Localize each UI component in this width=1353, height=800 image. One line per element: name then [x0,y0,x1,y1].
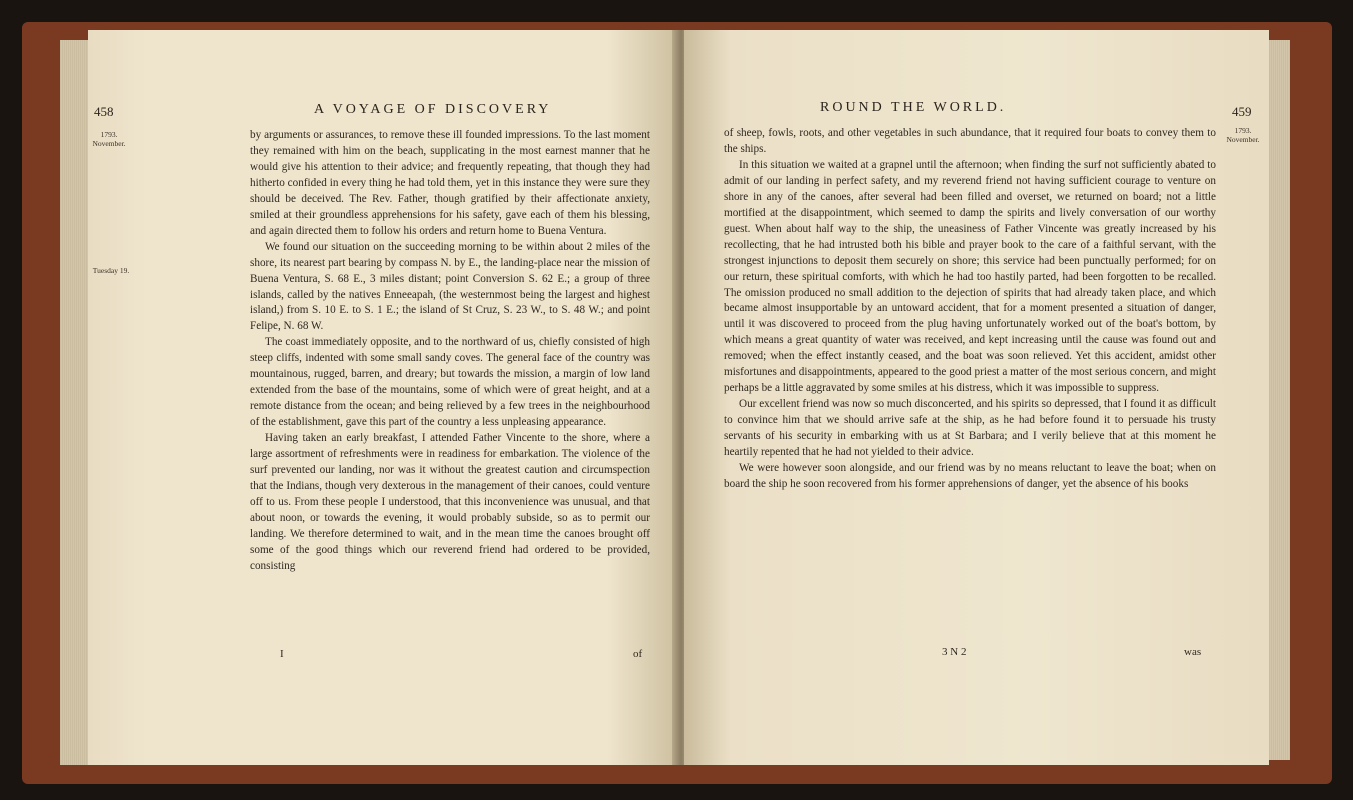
left-body-text [250,128,650,575]
left-margin-date: Tuesday 19. [92,266,130,275]
right-paragraph: Our excellent friend was now so much disconcerted, and his spirits so depressed, that I found it as difficult to convince him that we should arrive safe at the ship, as he had before found it to persuade his trusty servants of his security in embarking with us at St Barbara; and I verily believe that at this moment he heartily repented that he had not yielded to their advice. [724,398,1217,459]
left-page [88,30,678,765]
right-page [684,30,1269,765]
page-edges-left [60,40,90,765]
left-catchword: of [633,648,643,660]
right-catchword: was [1184,646,1202,658]
right-margin-month: November. [1226,135,1260,144]
left-paragraph: by arguments or assurances, to remove these ill founded impressions. To the last moment they remained with him on the beach, supplicating in the most earnest manner that he would give his attention to their advice; and frequently repeating, that though they had hitherto confided in every thing he had told them, yet in this instance they were sure they should be deceived. The Rev. Father, though gratified by their affectionate anxiety, smiled at their groundless apprehensions for his safety, gave each of them his blessing, and again directed them to follow his orders and return home to Buena Ventura. [250,129,650,237]
right-paragraph: We were however soon alongside, and our friend was by no means reluctant to leave the boat; when on board the ship he soon recovered from his former apprehensions of danger, yet the absence of his books [724,462,1216,490]
right-paragraph: of sheep, fowls, roots, and other vegetables in such abundance, that it required four boats to convey them to the ships. [724,127,1216,155]
left-paragraph: Having taken an early breakfast, I attended Father Vincente to the shore, where a large assortment of refreshments were in readiness for embarkation. The violence of the surf prevented our landing, nor was it without the greatest caution and circumspection that the Indians, though very dexterous in the management of their canoes, could venture off to us. From these people I understood, that this inconvenience was unusual, and that about noon, or towards the evening, it would probably subside, so as to permit our landing. We therefore determined to wait, and in the mean time the canoes brought off some of the good things which our reverend friend had ordered to be provided, consisting [250,432,650,572]
right-body-text [724,126,1216,493]
left-running-head: A VOYAGE OF DISCOVERY [314,102,552,117]
right-page-number: 459 [1232,104,1252,119]
page-edges-right [1268,40,1290,760]
right-margin-year: 1793. [1234,126,1252,135]
left-page-number: 458 [94,104,114,119]
left-margin-month: November. [92,139,126,148]
left-paragraph: We found our situation on the succeeding morning to be within about 2 miles of the shore, its nearest part bearing by compass N. by E., the landing-place near the mission of Buena Ventura, S. 68 E., 3 miles distant; point Conversion S. 62 E.; a group of three islands, called by the natives Enneeapah, (the westernmost being the largest and highest island,) from S. 10 E. to S. 1 E.; the island of St Cruz, S. 23 W., to S. 48 W.; and point Felipe, N. 68 W. [250,240,650,333]
right-running-head: ROUND THE WORLD. [820,100,1007,115]
right-paragraph: In this situation we waited at a grapnel until the afternoon; when finding the surf not sufficiently abated to admit of our landing in perfect safety, and my reverend friend not having sufficient courage to venture on shore in any of the canoes, after several had been filled and overset, we returned on board; not a little mortified at the disappointment, which seemed to damp the spirits and lively conversation of our worthy guest. When about half way to the ship, the uneasiness of Father Vincente was greatly increased by his recollecting, that he had intrusted both his bible and prayer book to the care of a faithful servant, with the strongest injunctions to deposit them securely on shore; this service had been punctually performed; for on our return, these spiritual comforts, with which he had too hastily parted, had been forgotten to be recalled. The omission produced no small addition to the dejection of spirits that had already taken place, and which became almost insupportable by an untoward accident, that for a moment presented a situation of danger, until it was discovered to proceed from the plug having unfortunately worked out of the boat's bottom, by which means a great quantity of water was received, and kept increasing until the cause was found out and removed; when the effect instantly ceased, and the boat was soon relieved. Yet this accident, amidst other misfortunes and disappointments, appeared to the good priest a matter of the most serious concern, and might perhaps be a little aggravated by some smiles at his distress, which it was impossible to suppress. [724,158,1216,395]
right-signature: 3 N 2 [942,646,967,658]
left-margin-year: 1793. [100,130,118,139]
left-paragraph: The coast immediately opposite, and to the northward of us, chiefly consisted of high steep cliffs, indented with some small sandy coves. The general face of the country was mountainous, rugged, barren, and dreary; but towards the mission, a margin of low land extended from the base of the mountains, some of which were of great height, and at a remote distance from the ocean; and being relieved by a few trees in the neighbourhood of the establishment, gave this part of the country a less unpleasing appearance. [250,336,650,429]
left-signature: I [280,648,284,660]
